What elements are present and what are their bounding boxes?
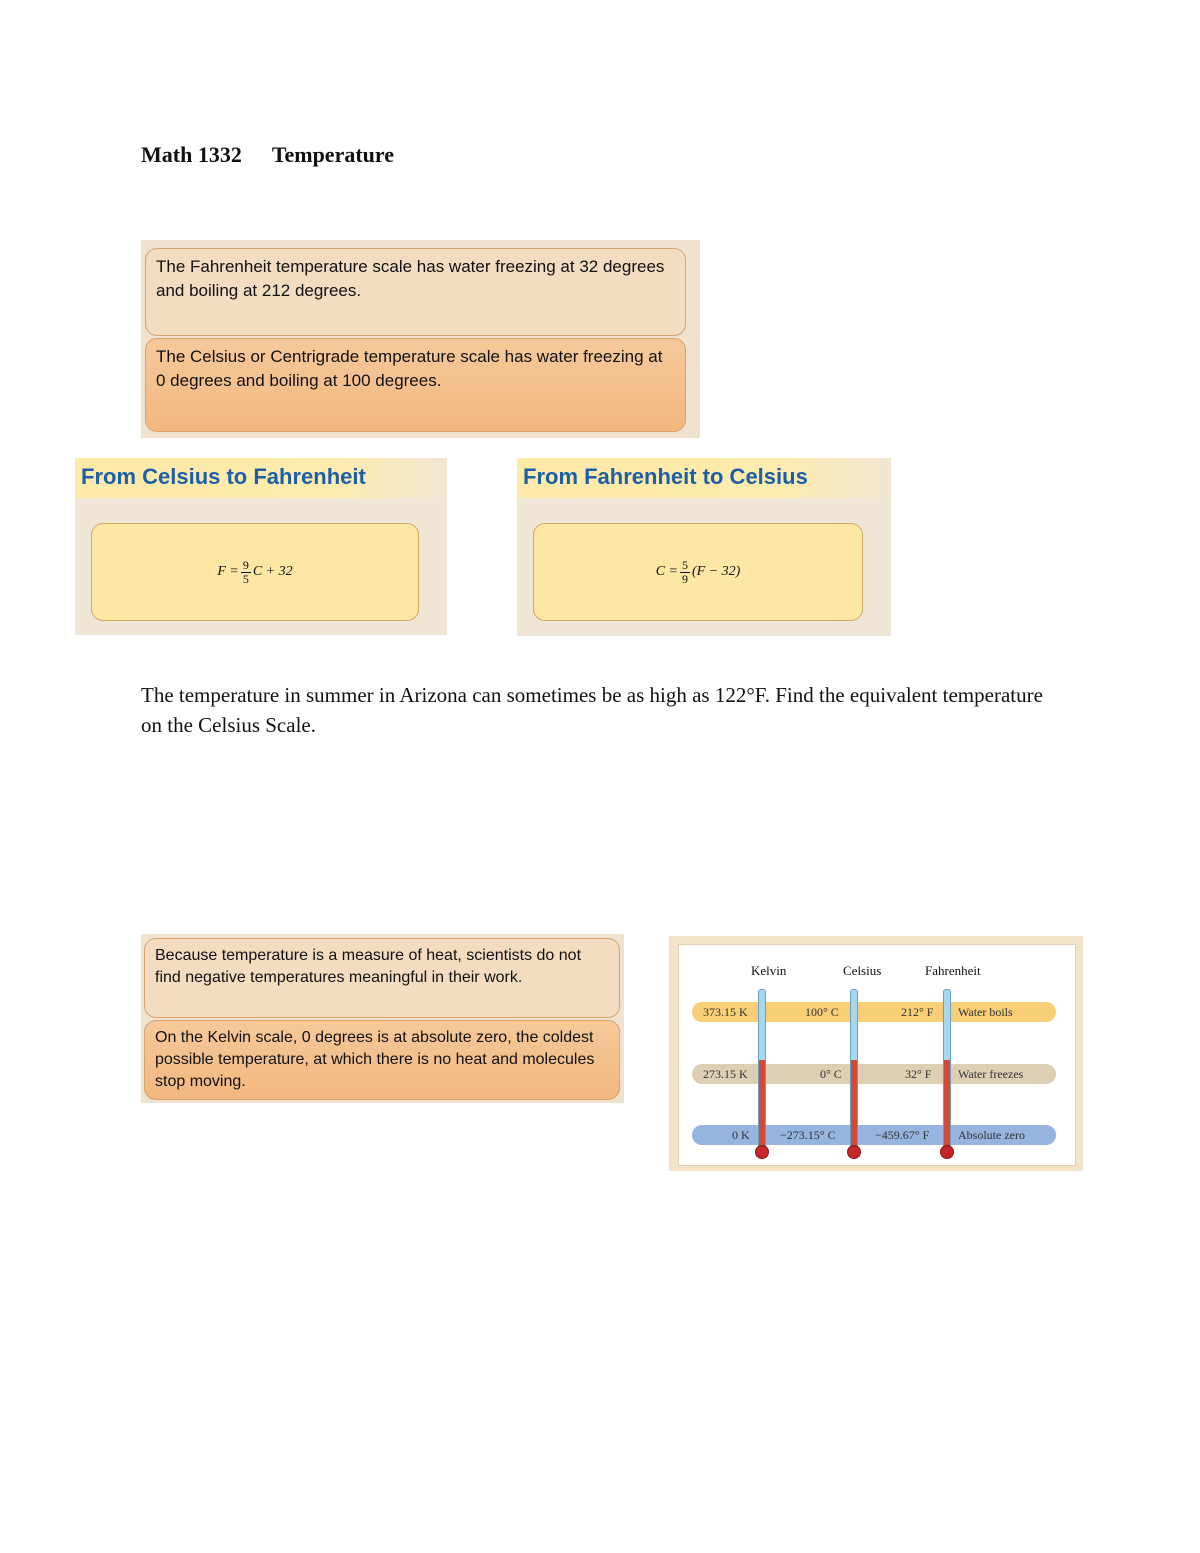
kelvin-bulb — [755, 1145, 769, 1159]
celsius-label: Celsius — [843, 963, 882, 978]
celsius-bulb — [847, 1145, 861, 1159]
scale-definitions-panel — [141, 240, 700, 438]
freeze-celsius: 0° C — [820, 1067, 842, 1081]
course-title: Math 1332 — [141, 142, 242, 167]
kelvin-label: Kelvin — [751, 963, 787, 978]
freeze-description: Water freezes — [958, 1067, 1024, 1081]
absolute-zero-band — [692, 1125, 1056, 1145]
fahrenheit-to-celsius-card — [517, 458, 891, 636]
problem-text-end: . Find the equivalent temperature on the Celsius Scale. — [141, 683, 1043, 737]
formula-fraction — [680, 559, 690, 586]
celsius-to-fahrenheit-card — [75, 458, 447, 635]
fahrenheit-mercury — [944, 1060, 950, 1150]
formula-rhs: C + 32 — [252, 564, 293, 579]
diagram-canvas — [678, 944, 1076, 1166]
zero-kelvin: 0 K — [732, 1128, 750, 1142]
page-header — [141, 142, 394, 168]
fahrenheit-to-celsius-title: From Fahrenheit to Celsius — [517, 458, 891, 498]
zero-description: Absolute zero — [958, 1128, 1025, 1142]
formula-fraction — [241, 559, 251, 586]
zero-celsius: −273.15° C — [780, 1128, 836, 1142]
fahrenheit-definition: The Fahrenheit temperature scale has water freezing at 32 degrees and boiling at 212 degrees. — [145, 248, 686, 336]
fraction-denominator: 5 — [242, 571, 249, 586]
boil-description: Water boils — [958, 1005, 1013, 1019]
boil-fahrenheit: 212° F — [901, 1005, 934, 1019]
zero-fahrenheit: −459.67° F — [875, 1128, 930, 1142]
problem-text-start: The temperature in summer in Arizona can sometimes be as high as 122 — [141, 683, 747, 707]
kelvin-info-panel — [141, 934, 624, 1103]
boil-kelvin: 373.15 K — [703, 1005, 748, 1019]
fraction-numerator: 9 — [242, 557, 249, 572]
problem-statement — [141, 680, 1061, 740]
water-freezes-band — [692, 1064, 1056, 1084]
fahrenheit-label: Fahrenheit — [925, 963, 981, 978]
fraction-numerator: 5 — [681, 557, 688, 572]
formula-rhs: (F − 32) — [691, 564, 741, 579]
fahrenheit-thermometer — [943, 989, 951, 1151]
temperature-scales-diagram — [669, 936, 1083, 1171]
fraction-denominator: 9 — [681, 571, 688, 586]
freeze-kelvin: 273.15 K — [703, 1067, 748, 1081]
kelvin-mercury — [759, 1060, 765, 1150]
celsius-mercury — [851, 1060, 857, 1150]
problem-unit: °F — [746, 683, 765, 707]
celsius-thermometer — [850, 989, 858, 1151]
absolute-zero-note: On the Kelvin scale, 0 degrees is at absolute zero, the coldest possible temperature, at which there is no heat and molecules stop moving. — [144, 1020, 620, 1100]
celsius-definition: The Celsius or Centrigrade temperature scale has water freezing at 0 degrees and boiling at 100 degrees. — [145, 338, 686, 432]
boil-celsius: 100° C — [805, 1005, 839, 1019]
topic-title: Temperature — [271, 142, 395, 167]
formula-lhs: C = — [655, 564, 678, 579]
formula-lhs: F = — [217, 564, 239, 579]
kelvin-thermometer — [758, 989, 766, 1151]
celsius-to-fahrenheit-title: From Celsius to Fahrenheit — [75, 458, 447, 498]
negative-temperature-note: Because temperature is a measure of heat, scientists do not find negative temperatures meaningful in their work. — [144, 938, 620, 1018]
celsius-to-fahrenheit-formula — [91, 523, 419, 621]
freeze-fahrenheit: 32° F — [905, 1067, 932, 1081]
fahrenheit-bulb — [940, 1145, 954, 1159]
water-boils-band — [692, 1002, 1056, 1022]
fahrenheit-to-celsius-formula — [533, 523, 863, 621]
